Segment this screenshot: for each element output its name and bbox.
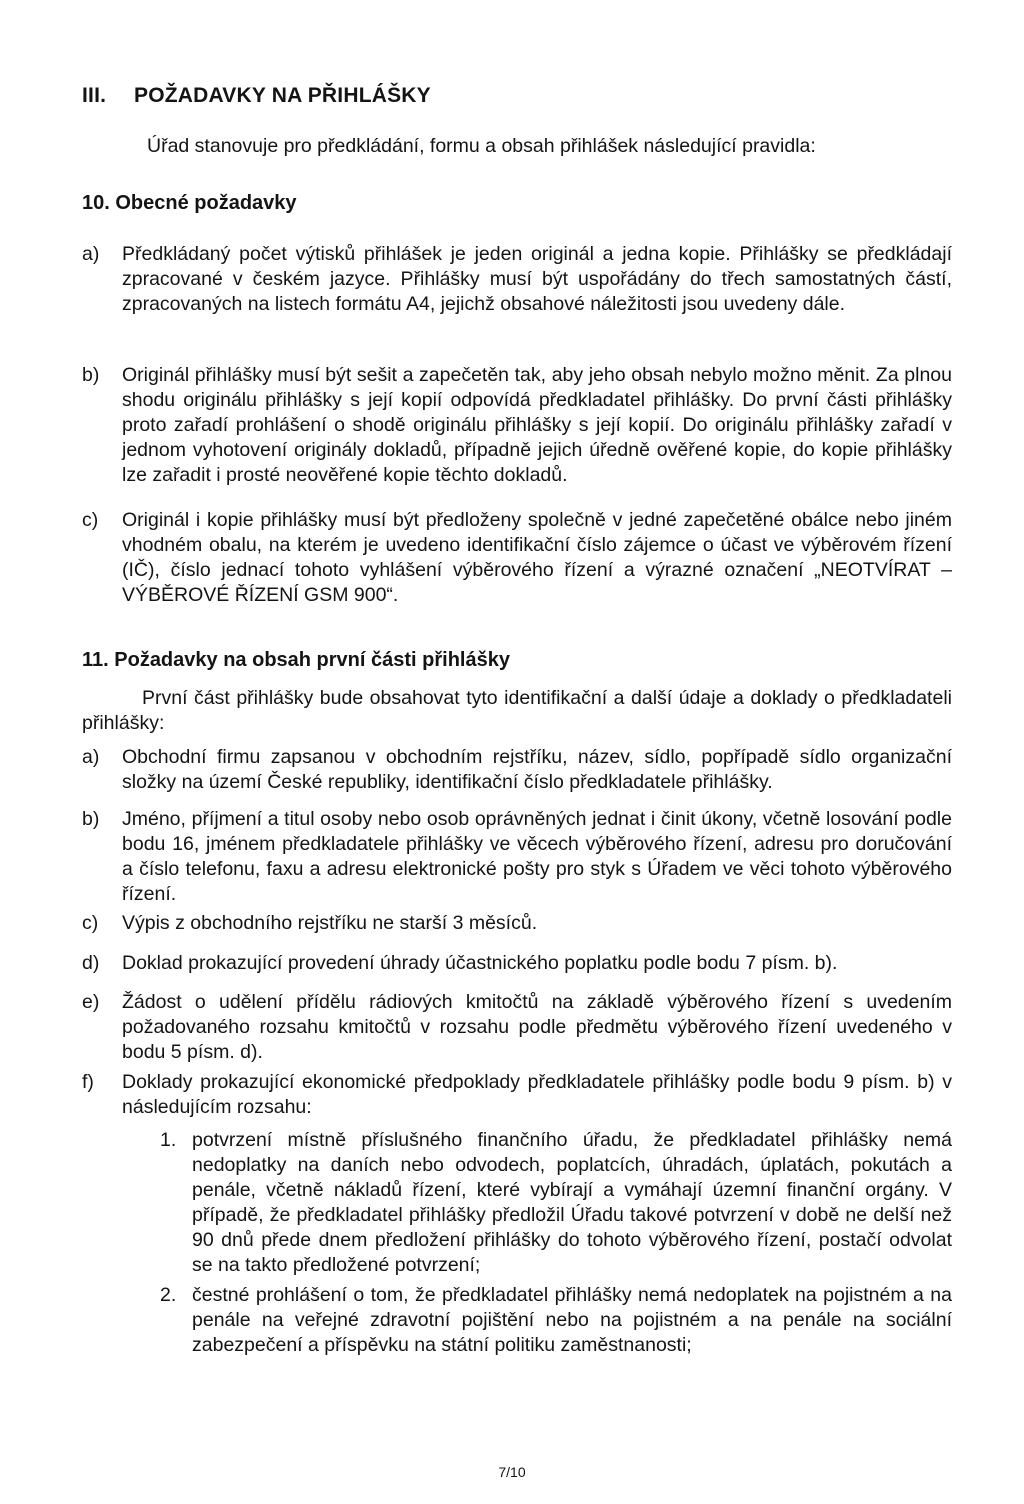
subitem-text: čestné prohlášení o tom, že předkladatel přihlášky nemá nedoplatek na pojistném a na penále na veřejné zdravotní pojištění nebo na pojistném a na penále na sociální zabezpečení a příspěvku na státní politiku zaměstnanosti; — [192, 1284, 952, 1356]
item-text: Originál i kopie přihlášky musí být předloženy společně v jedné zapečetěné obálce nebo jiném vhodném obalu, na kterém je uvedeno identifikační číslo zájemce o účast ve výběrovém řízení (IČ), číslo jednací tohoto vyhlášení výběrového řízení a výrazné označení „NEOTVÍRAT – VÝBĚROVÉ ŘÍZENÍ GSM 900“. — [122, 509, 952, 606]
section-11-item-f — [82, 1070, 952, 1120]
section-11-title: 11. Požadavky na obsah první části přihlášky — [82, 649, 510, 671]
item-marker: b) — [82, 364, 100, 386]
section-10-item-c — [82, 508, 952, 608]
item-marker: d) — [82, 952, 100, 974]
section-11-item-a — [82, 745, 952, 795]
chapter-heading — [82, 84, 431, 108]
item-text: Jméno, příjmení a titul osoby nebo osob oprávněných jednat i činit úkony, včetně losování podle bodu 16, jménem předkladatele přihlášky ve věcech výběrového řízení, adresu pro doručování a číslo telefonu, faxu a adresu elektronické pošty pro styk s Úřadem ve věci tohoto výběrového řízení. — [122, 808, 952, 905]
item-marker: f) — [82, 1071, 94, 1093]
section-11-subitem-1 — [160, 1128, 952, 1278]
section-10-item-a — [82, 242, 952, 317]
item-text: Výpis z obchodního rejstříku ne starší 3 měsíců. — [122, 912, 538, 934]
item-text: Originál přihlášky musí být sešit a zapečetěn tak, aby jeho obsah nebylo možno měnit. Za plnou shodu originálu přihlášky s její kopií odpovídá předkladatel přihlášky. Do první části přihlášky proto zařadí prohlášení o shodě originálu přihlášky s její kopií. Do originálu přihlášky zařadí v jednom vyhotovení originály dokladů, případně jejich úředně ověřené kopie, do kopie přihlášky lze zařadit i prosté neověřené kopie těchto dokladů. — [122, 364, 952, 486]
item-text: Žádost o udělení přídělu rádiových kmitočtů na základě výběrového řízení s uvedením požadovaného rozsahu kmitočtů v rozsahu podle předmětu výběrového řízení uvedeného v bodu 5 písm. d). — [122, 991, 952, 1063]
item-marker: a) — [82, 746, 100, 768]
item-text: Obchodní firmu zapsanou v obchodním rejstříku, název, sídlo, popřípadě sídlo organizační složky na území České republiky, identifikační číslo předkladatele přihlášky. — [122, 746, 952, 793]
subitem-marker: 2. — [160, 1284, 177, 1306]
section-11-item-d — [82, 951, 952, 976]
item-marker: b) — [82, 808, 100, 830]
section-11-item-b — [82, 807, 952, 907]
item-marker: c) — [82, 509, 99, 531]
section-11-intro: První část přihlášky bude obsahovat tyto identifikační a další údaje a doklady o předkladateli přihlášky: — [82, 687, 952, 734]
item-marker: e) — [82, 991, 100, 1013]
subitem-marker: 1. — [160, 1129, 177, 1151]
item-text: Doklady prokazující ekonomické předpoklady předkladatele přihlášky podle bodu 9 písm. b) v následujícím rozsahu: — [122, 1071, 952, 1118]
section-10-title: 10. Obecné požadavky — [82, 192, 297, 214]
item-marker: a) — [82, 243, 100, 265]
section-11-item-e — [82, 990, 952, 1065]
section-10-item-b — [82, 363, 952, 488]
item-text: Doklad prokazující provedení úhrady účastnického poplatku podle bodu 7 písm. b). — [122, 952, 838, 974]
section-11-item-c — [82, 911, 952, 936]
page-number: 7/10 — [498, 1464, 526, 1480]
chapter-intro: Úřad stanovuje pro předkládání, formu a obsah přihlášek následující pravidla: — [147, 135, 816, 157]
item-marker: c) — [82, 912, 99, 934]
chapter-title: POŽADAVKY NA PŘIHLÁŠKY — [134, 84, 431, 107]
section-11-subitem-2 — [160, 1283, 952, 1358]
chapter-number: III. — [82, 84, 107, 107]
item-text: Předkládaný počet výtisků přihlášek je jeden originál a jedna kopie. Přihlášky se předkládají zpracované v českém jazyce. Přihlášky musí být uspořádány do třech samostatných částí, zpracovaných na listech formátu A4, jejichž obsahové náležitosti jsou uvedeny dále. — [122, 243, 952, 315]
subitem-text: potvrzení místně příslušného finančního úřadu, že předkladatel přihlášky nemá nedoplatky na daních nebo odvodech, poplatcích, úhradách, úplatách, pokutách a penále, včetně nákladů řízení, které vybírají a vymáhají územní finanční orgány. V případě, že předkladatel přihlášky předložil Úřadu takové potvrzení v době ne delší než 90 dnů přede dnem předložení přihlášky do tohoto výběrového řízení, postačí odvolat se na takto předložené potvrzení; — [192, 1129, 952, 1276]
